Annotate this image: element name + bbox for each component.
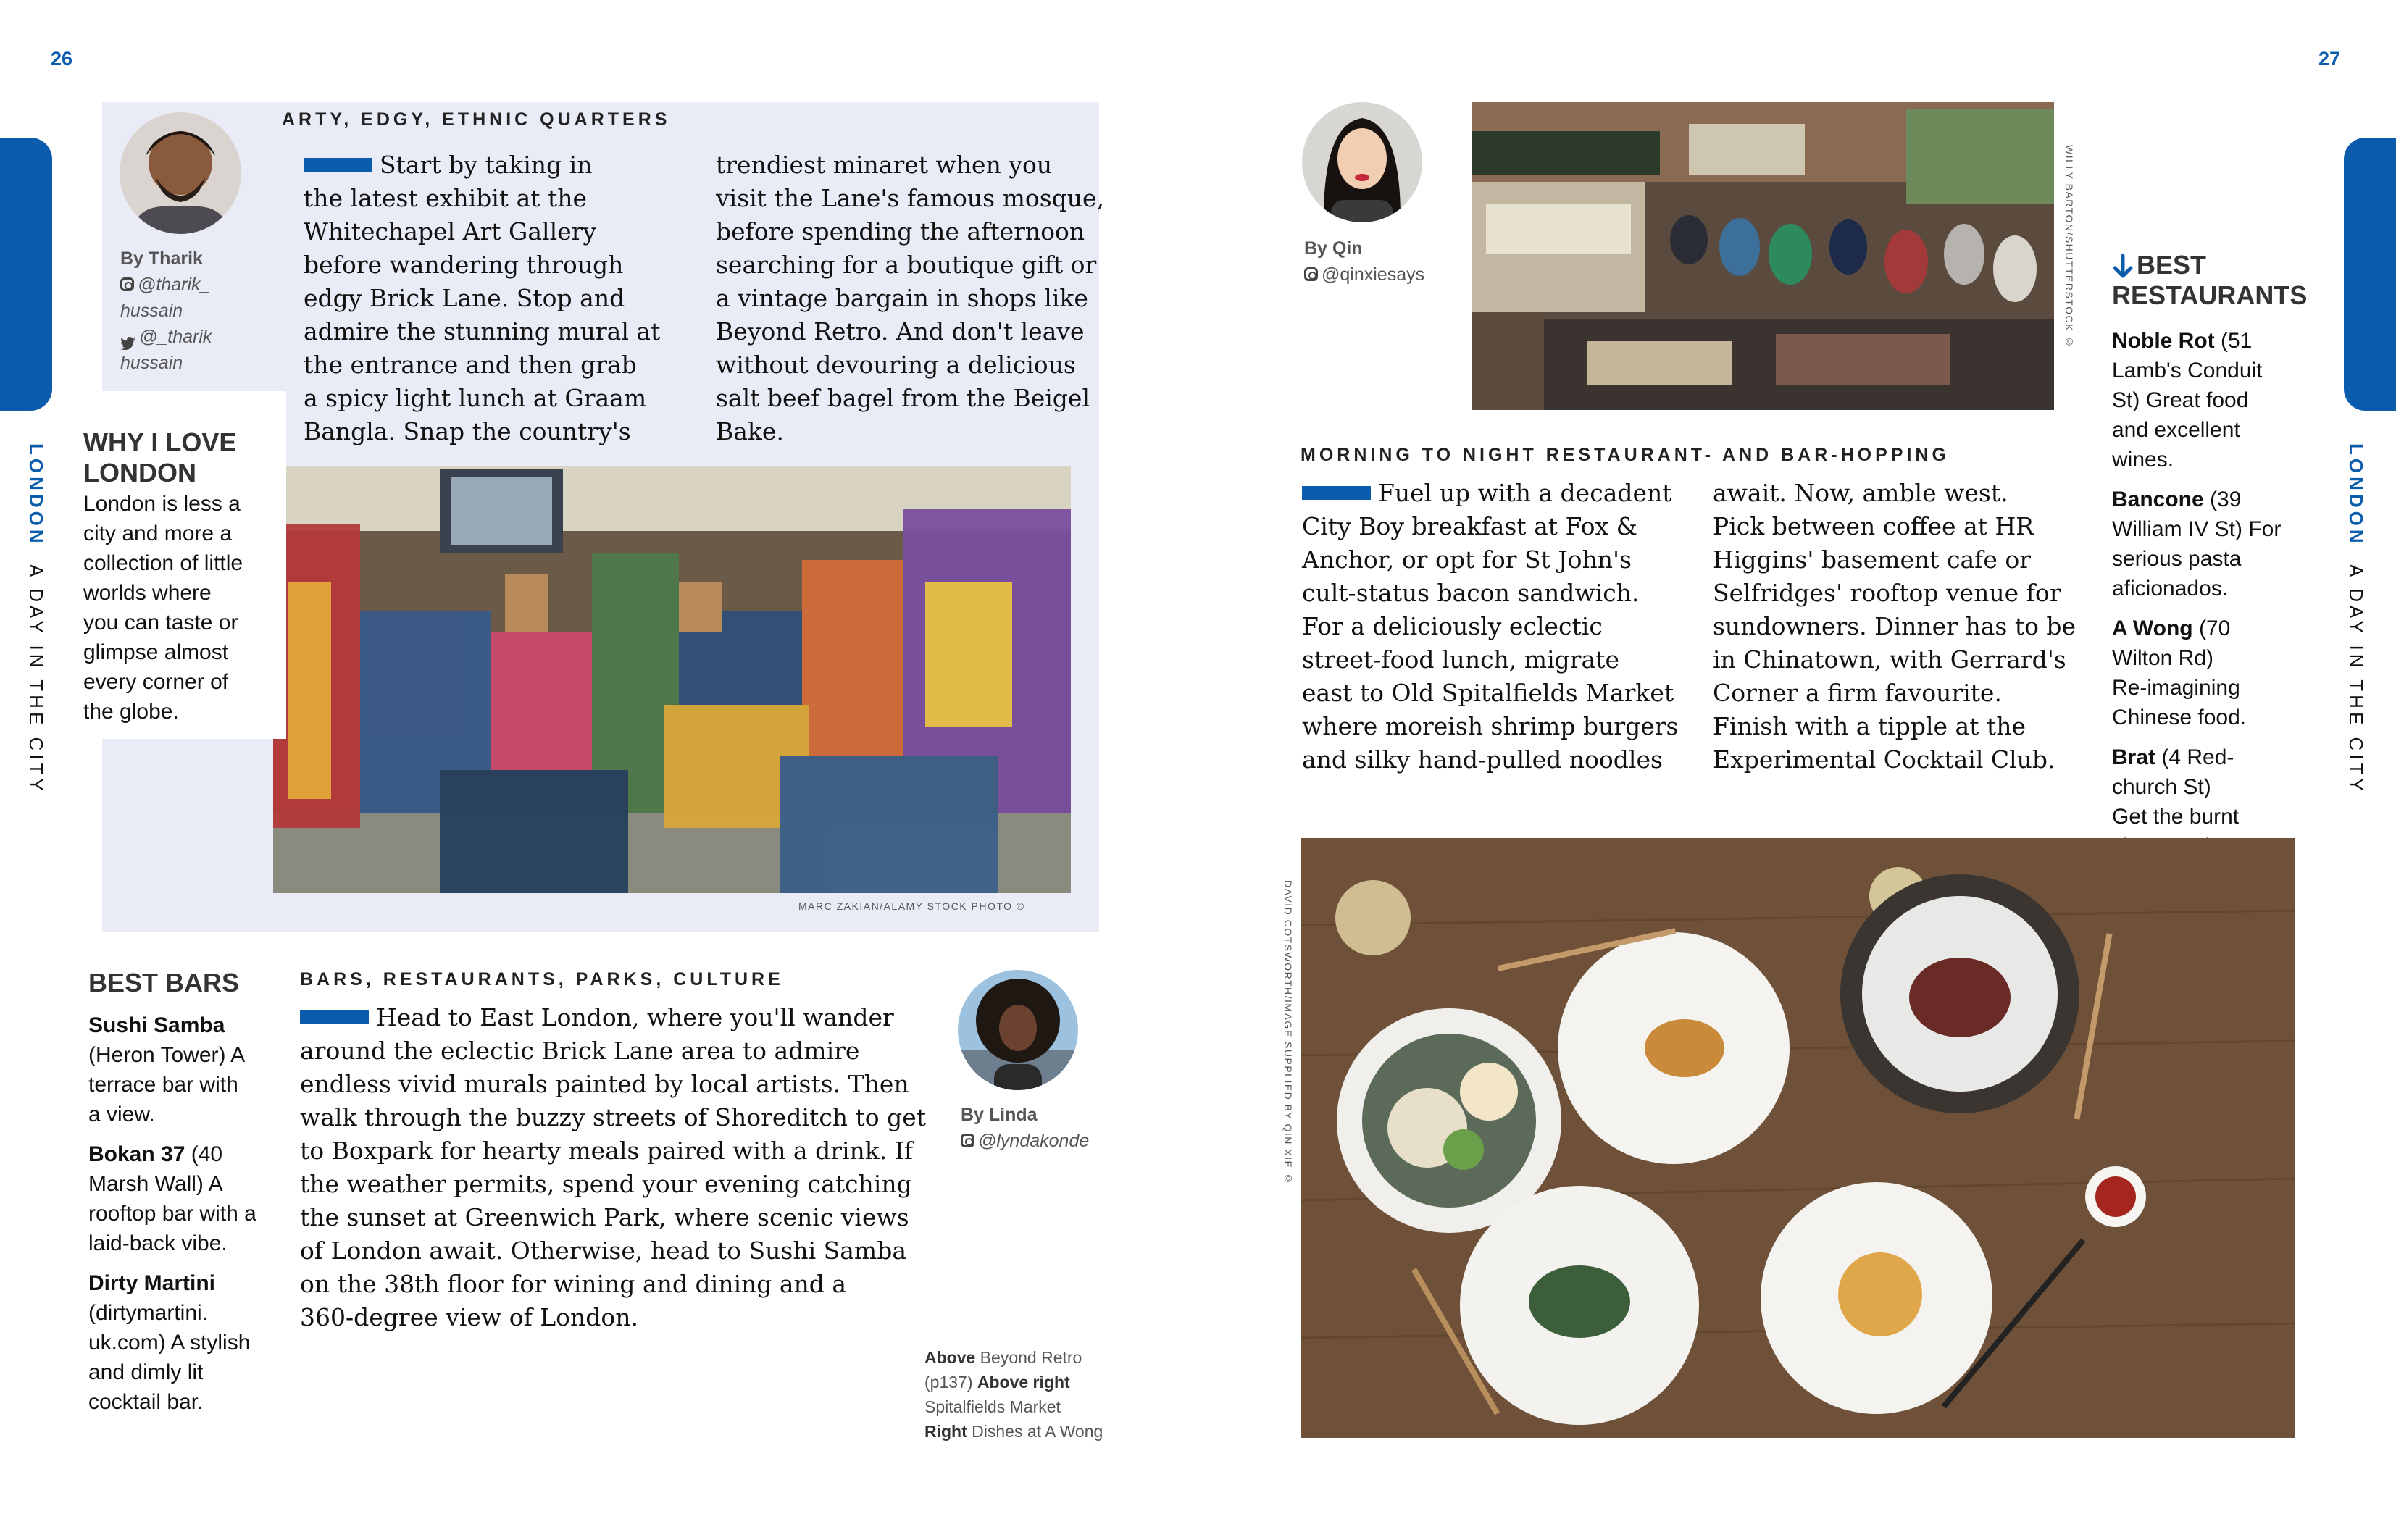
bar-desc: a view.: [88, 1102, 155, 1126]
bar-desc: laid-back vibe.: [88, 1231, 228, 1255]
bars-line: to Boxpark for hearty meals paired with a drink. If: [300, 1137, 914, 1165]
restaurant-desc: William IV St) For: [2112, 517, 2282, 541]
why-line: the globe.: [83, 700, 179, 724]
right-side-tab: [2344, 138, 2396, 411]
caption-bold: Above: [924, 1348, 976, 1367]
bars-line: the weather permits, spend your evening catching: [300, 1170, 912, 1198]
instagram-icon: [120, 277, 134, 291]
page-number-left: 26: [51, 48, 73, 70]
bar-desc: (40: [185, 1142, 223, 1166]
restaurant-desc: (70: [2192, 616, 2231, 640]
arty-line: Beyond Retro. And don't leave: [716, 317, 1085, 346]
restaurant-item: [2112, 326, 2311, 474]
tharik-tw-line1: @_tharik: [139, 327, 212, 347]
beyond-retro-photo: [273, 466, 1071, 893]
qin-instagram[interactable]: [1304, 261, 1424, 288]
bars-line: Head to East London, where you'll wander: [376, 1003, 894, 1031]
bars-line: endless vivid murals painted by local artists. Then: [300, 1070, 909, 1098]
morning-line: Anchor, or opt for St John's: [1302, 545, 1632, 574]
restaurant-desc: Re-imagining: [2112, 676, 2240, 700]
arty-line: visit the Lane's famous mosque,: [716, 184, 1105, 212]
bar-desc: cocktail bar.: [88, 1390, 204, 1414]
bars-line: around the eclectic Brick Lane area to admire: [300, 1037, 860, 1065]
spitalfields-photo: [1472, 102, 2054, 410]
spitalfields-credit: WILLY BARTON/SHUTTERSTOCK ©: [2063, 145, 2075, 348]
tharik-tw-line2: hussain: [120, 353, 183, 373]
photo-caption: [924, 1345, 1113, 1444]
bars-kicker: BARS, RESTAURANTS, PARKS, CULTURE: [300, 969, 784, 989]
restaurant-desc: St) Great food: [2112, 388, 2249, 412]
caption-bold: Right: [924, 1422, 967, 1441]
restaurants-heading-line: RESTAURANTS: [2112, 280, 2308, 310]
restaurant-desc: (4 Red-: [2155, 745, 2234, 769]
bar-item: [88, 1010, 284, 1129]
best-bars-list: [88, 1010, 284, 1417]
best-bars-heading: BEST BARS: [88, 968, 240, 997]
bars-line: of London await. Otherwise, head to Sushi Samba: [300, 1236, 907, 1265]
morning-line: where moreish shrimp burgers: [1302, 712, 1679, 740]
arty-line: edgy Brick Lane. Stop and: [304, 284, 625, 312]
morning-line: sundowners. Dinner has to be: [1713, 612, 2076, 640]
bar-item: [88, 1268, 284, 1417]
morning-line: Pick between coffee at HR: [1713, 512, 2034, 540]
section-city: LONDON: [25, 443, 47, 547]
bar-desc: uk.com) A stylish: [88, 1331, 251, 1355]
arrow-down-icon: [2112, 254, 2134, 279]
restaurant-name: A Wong: [2112, 616, 2193, 640]
restaurant-desc: serious pasta: [2112, 547, 2242, 571]
restaurant-desc: church St): [2112, 775, 2211, 799]
morning-line: east to Old Spitalfields Market: [1302, 679, 1674, 707]
restaurant-item: [2112, 614, 2311, 732]
why-heading-line: LONDON: [83, 458, 196, 487]
food-credit: DAVID COTSWORTH/IMAGE SUPPLIED BY QIN XIE ©: [1282, 880, 1294, 1186]
morning-line: street-food lunch, migrate: [1302, 645, 1619, 674]
bar-desc: (dirtymartini.: [88, 1301, 209, 1325]
morning-column-2: [1713, 477, 2090, 777]
bar-desc: and dimly lit: [88, 1360, 204, 1384]
best-restaurants-list: [2112, 326, 2311, 861]
why-body: [83, 489, 279, 727]
arty-line: the entrance and then grab: [304, 351, 637, 379]
morning-line: For a deliciously eclectic: [1302, 612, 1603, 640]
arty-line: without devouring a delicious: [716, 351, 1076, 379]
bar-name: Bokan 37: [88, 1142, 185, 1166]
why-line: London is less a: [83, 492, 241, 516]
arty-line: trendiest minaret when you: [716, 151, 1053, 179]
qin-byline: [1304, 235, 1424, 288]
page-number-right: 27: [2318, 48, 2341, 70]
morning-line: Fuel up with a decadent: [1378, 479, 1672, 507]
bar-desc: rooftop bar with a: [88, 1202, 256, 1226]
qin-avatar: [1302, 102, 1422, 222]
arty-line: before spending the afternoon: [716, 217, 1085, 246]
linda-byline: [961, 1102, 1089, 1154]
linda-instagram[interactable]: [961, 1128, 1089, 1154]
bar-item: [88, 1139, 284, 1258]
bar-desc: (Heron Tower) A: [88, 1043, 246, 1067]
arty-line: salt beef bagel from the Beigel: [716, 384, 1090, 412]
morning-line: Selfridges' rooftop venue for: [1713, 579, 2061, 607]
best-restaurants-heading: [2112, 250, 2307, 311]
caption-text: (p137): [924, 1373, 977, 1392]
caption-text: Beyond Retro: [975, 1348, 1082, 1367]
tharik-ig-line1: @tharik_: [138, 275, 211, 295]
bars-line: on the 38th floor for wining and dining and a: [300, 1270, 847, 1298]
tharik-avatar: [120, 112, 241, 234]
morning-line: cult-status bacon sandwich.: [1302, 579, 1640, 607]
morning-line: Higgins' basement cafe or: [1713, 545, 2032, 574]
section-title-right: A DAY IN THE CITY: [2345, 564, 2367, 795]
bar-name: Sushi Samba: [88, 1013, 225, 1037]
caption-bold: Above right: [977, 1373, 1070, 1392]
caption-text: Spitalfields Market: [924, 1397, 1061, 1416]
tharik-ig-line2: hussain: [120, 301, 183, 321]
restaurant-desc: (39: [2203, 487, 2242, 511]
bar-desc: Marsh Wall) A: [88, 1172, 223, 1196]
restaurant-desc: aficionados.: [2112, 577, 2229, 600]
section-rule: [1302, 486, 1371, 500]
tharik-by: By Tharik: [120, 248, 203, 269]
why-line: worlds where: [83, 581, 212, 605]
arty-line: the latest exhibit at the: [304, 184, 588, 212]
arty-line: Bangla. Snap the country's: [304, 417, 631, 445]
morning-line: Experimental Cocktail Club.: [1713, 745, 2055, 774]
restaurant-name: Bancone: [2112, 487, 2204, 511]
instagram-icon: [961, 1134, 974, 1147]
arty-line: a spicy light lunch at Graam: [304, 384, 647, 412]
why-line: you can taste or: [83, 611, 238, 635]
morning-line: await. Now, amble west.: [1713, 479, 2008, 507]
linda-by: By Linda: [961, 1105, 1038, 1125]
arty-line: searching for a boutique gift or: [716, 251, 1097, 279]
arty-line: Whitechapel Art Gallery: [304, 217, 597, 246]
restaurant-item: [2112, 485, 2311, 603]
left-section-label: [25, 443, 47, 795]
morning-line: Corner a firm favourite.: [1713, 679, 2002, 707]
restaurant-desc: Get the burnt: [2112, 805, 2240, 829]
section-title: A DAY IN THE CITY: [25, 564, 47, 795]
bars-body: [300, 1001, 938, 1334]
twitter-icon: [120, 331, 136, 344]
arty-line: Bake.: [716, 417, 784, 445]
section-rule: [304, 158, 372, 172]
why-heading-line: WHY I LOVE: [83, 427, 237, 457]
qin-by: By Qin: [1304, 238, 1363, 259]
left-side-tab: [0, 138, 52, 411]
section-city-right: LONDON: [2345, 443, 2367, 547]
restaurant-name: Brat: [2112, 745, 2156, 769]
arty-kicker: ARTY, EDGY, ETHNIC QUARTERS: [282, 109, 671, 130]
arty-column-2: [716, 148, 1107, 448]
arty-line: a vintage bargain in shops like: [716, 284, 1088, 312]
bar-desc: terrace bar with: [88, 1073, 238, 1097]
section-rule: [300, 1010, 369, 1024]
right-section-label: [2345, 443, 2367, 795]
why-line: collection of little: [83, 551, 243, 575]
restaurant-desc: (51: [2214, 329, 2253, 353]
restaurant-desc: wines.: [2112, 448, 2174, 472]
restaurant-desc: Wilton Rd): [2112, 646, 2214, 670]
morning-kicker: MORNING TO NIGHT RESTAURANT- AND BAR-HOPPING: [1301, 445, 1950, 465]
caption-text: Dishes at A Wong: [967, 1422, 1103, 1441]
tharik-instagram[interactable]: [120, 272, 265, 298]
restaurant-desc: Chinese food.: [2112, 706, 2247, 729]
linda-avatar: [958, 970, 1078, 1090]
why-line: every corner of: [83, 670, 229, 694]
bars-line: the sunset at Greenwich Park, where scenic views: [300, 1203, 909, 1231]
why-line: glimpse almost: [83, 640, 229, 664]
morning-line: and silky hand-pulled noodles: [1302, 745, 1663, 774]
tharik-twitter[interactable]: [120, 324, 265, 350]
restaurant-name: Noble Rot: [2112, 329, 2215, 353]
bars-line: walk through the buzzy streets of Shoreditch to get: [300, 1103, 927, 1131]
why-heading: [83, 427, 236, 488]
tharik-byline: [120, 246, 265, 376]
morning-line: Finish with a tipple at the: [1713, 712, 2026, 740]
bars-line: 360-degree view of London.: [300, 1303, 639, 1331]
restaurants-heading-line: BEST: [2137, 250, 2207, 280]
restaurant-desc: Lamb's Conduit: [2112, 359, 2263, 382]
arty-line: before wandering through: [304, 251, 624, 279]
arty-line: admire the stunning mural at: [304, 317, 661, 346]
bar-name: Dirty Martini: [88, 1271, 216, 1295]
beyond-retro-credit: MARC ZAKIAN/ALAMY STOCK PHOTO ©: [798, 900, 1025, 912]
arty-line: Start by taking in: [380, 151, 593, 179]
why-line: city and more a: [83, 522, 233, 545]
qin-handle: @qinxiesays: [1322, 264, 1425, 285]
arty-column-1: [304, 148, 709, 448]
a-wong-dishes-photo: [1301, 838, 2295, 1438]
restaurant-desc: and excellent: [2112, 418, 2240, 442]
morning-line: City Boy breakfast at Fox &: [1302, 512, 1637, 540]
morning-column-1: [1302, 477, 1708, 777]
instagram-icon: [1304, 267, 1318, 281]
linda-handle: @lyndakonde: [978, 1131, 1090, 1151]
morning-line: in Chinatown, with Gerrard's: [1713, 645, 2066, 674]
